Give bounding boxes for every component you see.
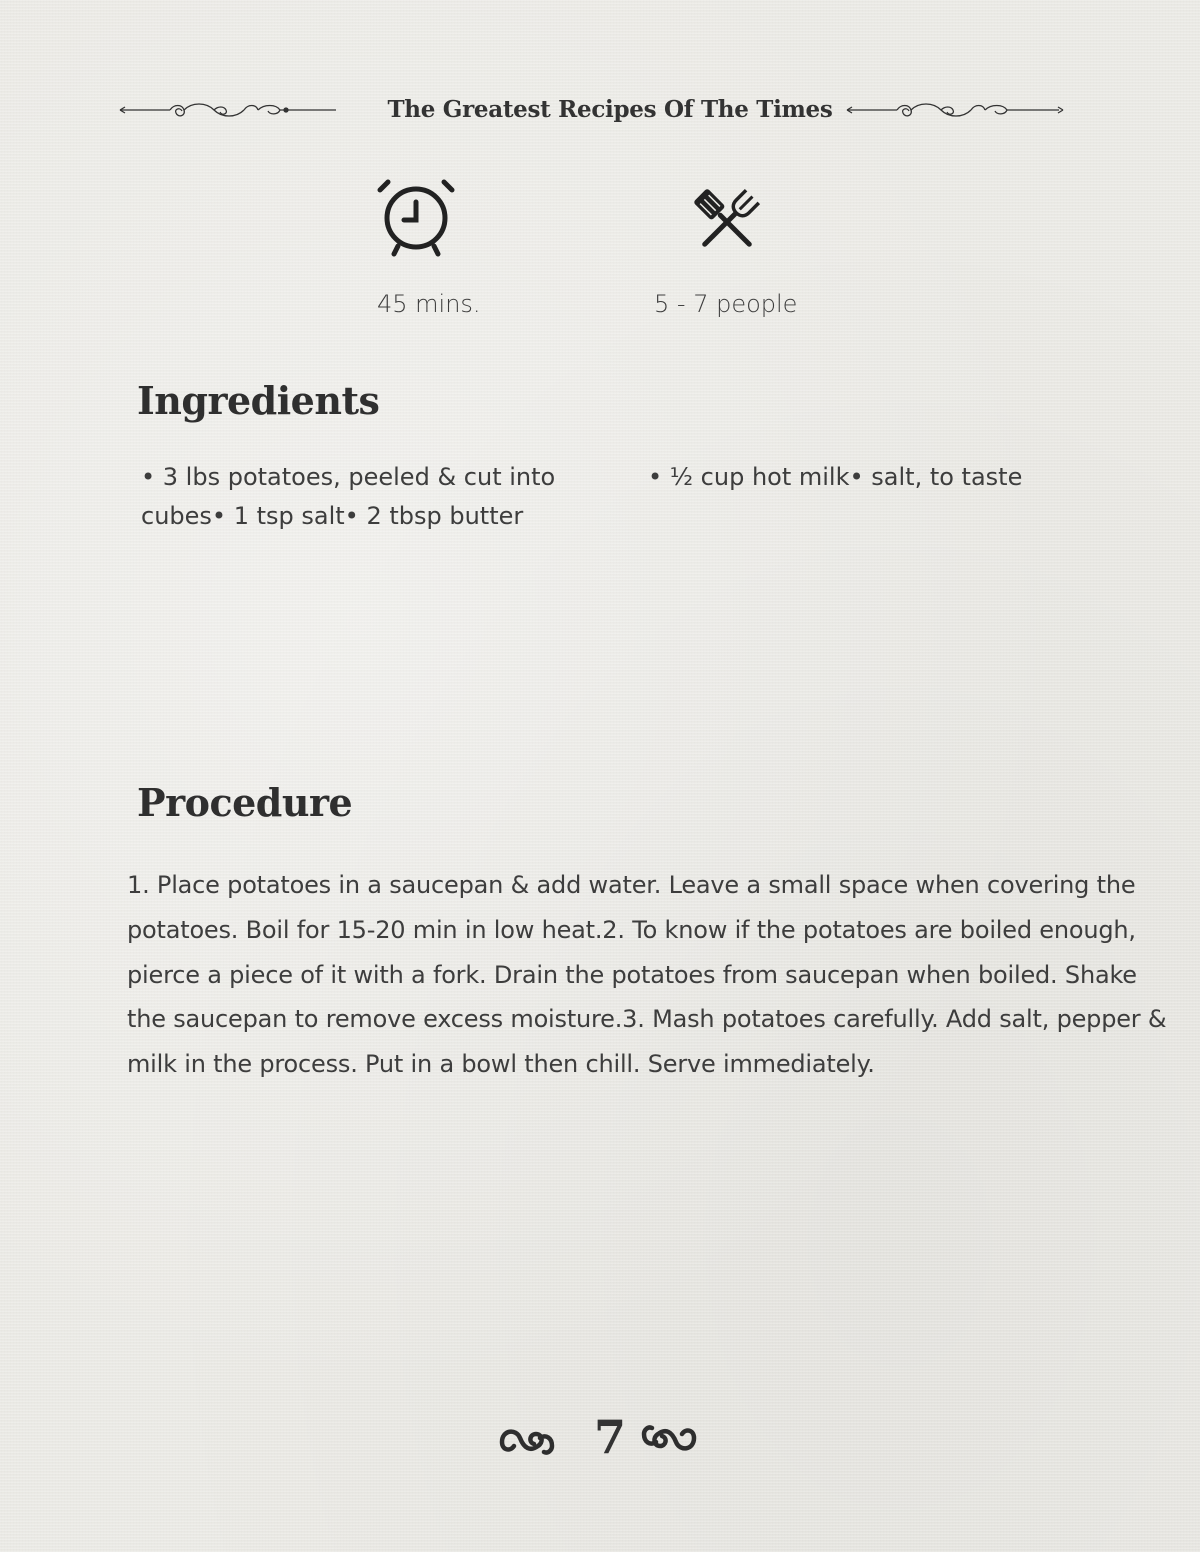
procedure-heading: Procedure — [137, 780, 353, 825]
ingredients-list-right: • ½ cup hot milk• salt, to taste — [648, 463, 1023, 491]
page-number: 7 — [593, 1410, 626, 1464]
prep-time: 45 mins. — [377, 290, 481, 318]
spatula-fork-icon — [688, 186, 766, 258]
ingredients-list-left: • 3 lbs potatoes, peeled & cut into cubes• 1 tsp salt• 2 tbsp butter — [141, 463, 556, 530]
header-title: The Greatest Recipes Of The Times — [387, 96, 833, 123]
right-swirl-ornament — [636, 1420, 700, 1460]
ingredients-heading: Ingredients — [137, 378, 380, 423]
left-swirl-ornament — [496, 1420, 560, 1460]
procedure-text: 1. Place potatoes in a saucepan & add water. Leave a small space when covering the potatoes. Boil for 15-20 min in low heat.2. To know if the potatoes are boiled enough, pierce a piece of it with a fork. Drain the potatoes from saucepan when boiled. Shake the saucepan to remove excess moisture.3. Mash potatoes carefully. Add salt, pepper & milk in the process. Put in a bowl then chill. Serve immediately. — [127, 871, 1167, 1079]
alarm-clock-icon — [374, 174, 458, 258]
serving-size: 5 - 7 people — [654, 290, 798, 318]
